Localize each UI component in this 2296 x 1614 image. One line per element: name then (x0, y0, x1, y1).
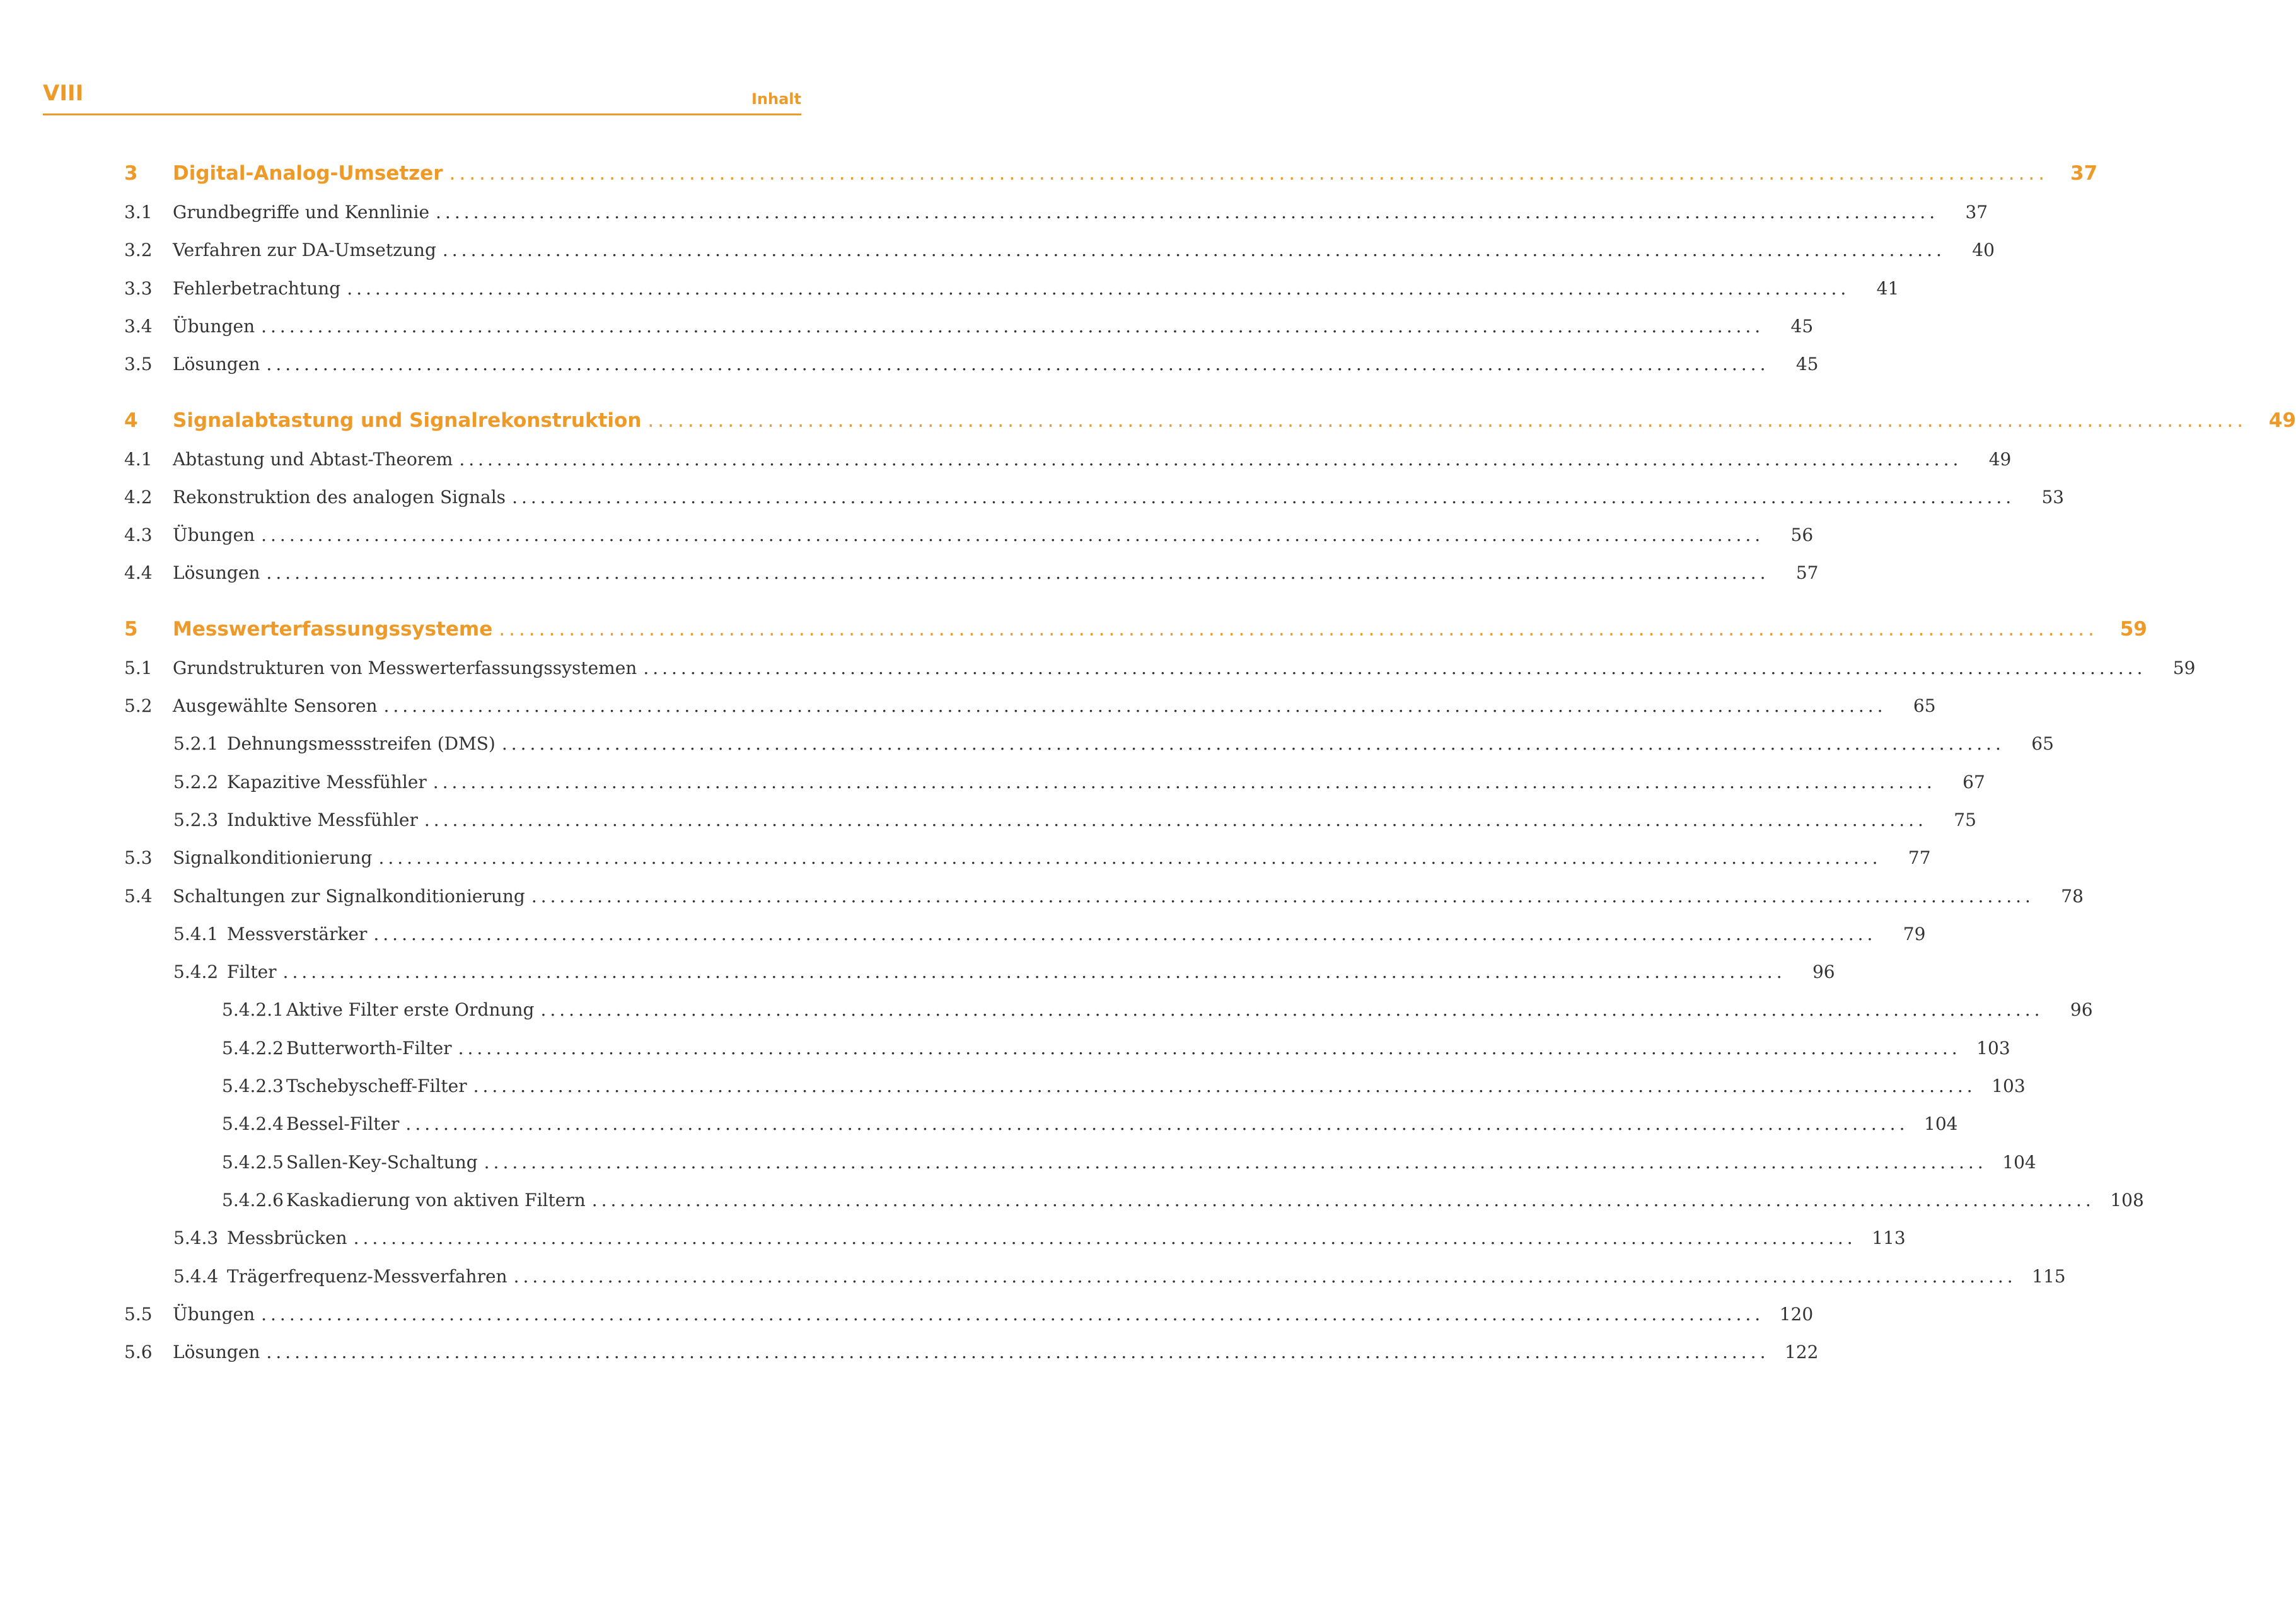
toc-title: Lösungen (173, 1342, 260, 1363)
dot-leader: ................................................................................................................................................................ (266, 1342, 1770, 1363)
toc-entry[interactable] (0, 690, 1936, 722)
dot-leader: ................................................................................................................................................................ (531, 885, 2034, 907)
toc-page-number: 96 (2070, 999, 2093, 1021)
dot-leader: ................................................................................................................................................................ (458, 1037, 1961, 1059)
toc-number: 5.1 (124, 657, 153, 678)
toc-page-number: 75 (1954, 809, 1976, 830)
dot-leader: ................................................................................................................................................................ (591, 1189, 2095, 1210)
toc-title: Induktive Messfühler (227, 809, 418, 830)
toc-number: 5.4.2.3 (222, 1076, 284, 1096)
toc-number: 5.2.3 (173, 809, 219, 830)
toc-page-number: 104 (2002, 1151, 2036, 1173)
toc-title: Signalabtastung und Signalrekonstruktion (173, 409, 642, 432)
dot-leader: ................................................................................................................................................................ (647, 409, 2247, 432)
toc-number: 5.2 (124, 695, 153, 716)
toc-title: Verfahren zur DA-Umsetzung (173, 240, 436, 261)
toc-entry[interactable] (0, 235, 1995, 266)
toc-page-number: 104 (1924, 1113, 1958, 1135)
toc-page-number: 37 (2070, 162, 2098, 185)
toc-entry[interactable] (0, 520, 1814, 551)
toc-number: 3.3 (124, 277, 153, 299)
running-title: Inhalt (751, 90, 801, 108)
toc-number: 5.4.1 (173, 923, 219, 944)
toc-entry[interactable] (0, 1337, 1819, 1368)
toc-title: Ausgewählte Sensoren (173, 695, 378, 716)
dot-leader: ................................................................................................................................................................ (512, 486, 2015, 508)
dot-leader: ................................................................................................................................................................ (436, 202, 1939, 223)
toc-title: Aktive Filter erste Ordnung (286, 999, 535, 1021)
toc-page-number: 103 (1992, 1076, 2026, 1096)
toc-title: Messwerterfassungssysteme (173, 617, 493, 641)
toc-chapter[interactable] (0, 613, 2147, 645)
toc-page-number: 108 (2110, 1189, 2144, 1210)
toc-entry[interactable] (0, 804, 1976, 836)
toc-number: 5.2.1 (173, 733, 219, 755)
dot-leader: ................................................................................................................................................................ (282, 961, 1786, 983)
toc-chapter[interactable] (0, 405, 2296, 436)
toc-entry[interactable] (0, 1071, 2026, 1102)
dot-leader: ................................................................................................................................................................ (347, 277, 1850, 299)
toc-title: Tschebyscheff-Filter (286, 1076, 467, 1096)
toc-number: 4.1 (124, 448, 153, 470)
toc-number: 5.6 (124, 1342, 153, 1363)
toc-page-number: 79 (1903, 923, 1926, 944)
toc-title: Übungen (173, 315, 255, 337)
toc-title: Übungen (173, 525, 255, 546)
dot-leader: ................................................................................................................................................................ (442, 240, 1945, 261)
dot-leader: ................................................................................................................................................................ (261, 315, 1765, 337)
dot-leader: ................................................................................................................................................................ (513, 1265, 2017, 1287)
toc-entry[interactable] (0, 557, 1819, 589)
toc-number: 4.4 (124, 562, 153, 584)
toc-entry[interactable] (0, 349, 1819, 380)
dot-leader: ................................................................................................................................................................ (473, 1076, 1976, 1096)
toc-number: 5 (124, 617, 138, 641)
toc-number: 5.2.2 (173, 771, 219, 792)
toc-number: 4 (124, 409, 138, 432)
toc-page-number: 77 (1908, 847, 1931, 869)
dot-leader: ................................................................................................................................................................ (643, 657, 2147, 678)
toc-entry[interactable] (0, 273, 1899, 305)
toc-title: Butterworth-Filter (286, 1037, 452, 1059)
toc-title: Filter (227, 961, 277, 983)
page-number: VIII (43, 81, 84, 106)
toc-page-number: 49 (2268, 409, 2296, 432)
dot-leader: ................................................................................................................................................................ (353, 1228, 1857, 1249)
toc-title: Rekonstruktion des analogen Signals (173, 486, 506, 508)
dot-leader: ................................................................................................................................................................ (432, 771, 1936, 792)
toc-number: 3 (124, 162, 138, 185)
toc-page-number: 67 (1963, 771, 1985, 792)
toc-entry[interactable] (0, 881, 2084, 912)
dot-leader: ................................................................................................................................................................ (449, 162, 2049, 185)
toc-entry[interactable] (0, 1222, 1906, 1254)
dot-leader: ................................................................................................................................................................ (373, 923, 1877, 944)
toc-number: 5.4.2.2 (222, 1037, 284, 1059)
dot-leader: ................................................................................................................................................................ (383, 695, 1887, 716)
toc-number: 5.4.2.6 (222, 1189, 284, 1210)
toc-title: Lösungen (173, 562, 260, 584)
toc-page-number: 53 (2041, 486, 2065, 508)
toc-title: Abtastung und Abtast-Theorem (173, 448, 453, 470)
toc-title: Fehlerbetrachtung (173, 277, 341, 299)
toc-title: Grundbegriffe und Kennlinie (173, 202, 430, 223)
toc-page-number: 41 (1876, 277, 1899, 299)
toc-entry[interactable] (0, 1147, 2036, 1178)
toc-page-number: 120 (1779, 1303, 1814, 1325)
toc-page-number: 113 (1872, 1228, 1906, 1249)
toc-chapter[interactable] (0, 158, 2098, 189)
toc-entry[interactable] (0, 842, 1931, 874)
toc-entry[interactable] (0, 767, 1985, 798)
toc-page-number: 65 (1913, 695, 1936, 716)
toc-entry[interactable] (0, 482, 2065, 513)
toc-page-number: 56 (1790, 525, 1814, 546)
toc-title: Sallen-Key-Schaltung (286, 1151, 478, 1173)
toc-number: 5.4.2.5 (222, 1151, 284, 1173)
toc-entry[interactable] (0, 1033, 2010, 1064)
dot-leader: ................................................................................................................................................................ (266, 354, 1770, 375)
toc-entry[interactable] (0, 956, 1835, 988)
toc-number: 4.3 (124, 525, 153, 546)
toc-number: 5.4.2 (173, 961, 219, 983)
toc-number: 5.4.3 (173, 1228, 219, 1249)
toc-title: Kapazitive Messfühler (227, 771, 427, 792)
toc-number: 5.3 (124, 847, 153, 869)
toc-entry[interactable] (0, 197, 1988, 228)
toc-page-number: 40 (1972, 240, 1995, 261)
toc-entry[interactable] (0, 311, 1814, 342)
toc-page-number: 122 (1785, 1342, 1819, 1363)
toc-number: 3.1 (124, 202, 153, 223)
toc-title: Bessel-Filter (286, 1113, 400, 1135)
toc-entry[interactable] (0, 1261, 2066, 1292)
toc-title: Signalkonditionierung (173, 847, 373, 869)
toc-entry[interactable] (0, 1108, 1958, 1140)
toc-title: Lösungen (173, 354, 260, 375)
toc-title: Dehnungsmessstreifen (DMS) (227, 733, 496, 755)
dot-leader: ................................................................................................................................................................ (378, 847, 1882, 869)
toc-number: 3.2 (124, 240, 153, 261)
toc-entry[interactable] (0, 653, 2196, 684)
dot-leader: ................................................................................................................................................................ (405, 1113, 1909, 1135)
toc-page-number: 59 (2119, 617, 2147, 641)
toc-page-number: 103 (1976, 1037, 2010, 1059)
dot-leader: ................................................................................................................................................................ (261, 525, 1765, 546)
toc-entry[interactable] (0, 1185, 2144, 1216)
dot-leader: ................................................................................................................................................................ (261, 1303, 1765, 1325)
toc-page-number: 65 (2031, 733, 2054, 755)
toc-number: 5.4.2.4 (222, 1113, 284, 1135)
toc-entry[interactable] (0, 444, 2012, 475)
toc-number: 5.4 (124, 885, 153, 907)
dot-leader: ................................................................................................................................................................ (424, 809, 1927, 830)
toc-number: 4.2 (124, 486, 153, 508)
toc-title: Übungen (173, 1303, 255, 1325)
toc-title: Schaltungen zur Signalkonditionierung (173, 885, 525, 907)
toc-entry[interactable] (0, 1299, 1814, 1330)
dot-leader: ................................................................................................................................................................ (499, 617, 2098, 641)
toc-title: Digital-Analog-Umsetzer (173, 162, 443, 185)
toc-page-number: 59 (2172, 657, 2196, 678)
toc-number: 5.4.2.1 (222, 999, 284, 1021)
toc-page-number: 115 (2032, 1265, 2066, 1287)
toc-page-number: 49 (1988, 448, 2012, 470)
toc-title: Messverstärker (227, 923, 368, 944)
toc-page-number: 96 (1812, 961, 1835, 983)
dot-leader: ................................................................................................................................................................ (501, 733, 2005, 755)
dot-leader: ................................................................................................................................................................ (266, 562, 1770, 584)
toc-page-number: 37 (1965, 202, 1988, 223)
toc-title: Kaskadierung von aktiven Filtern (286, 1189, 586, 1210)
toc-title: Grundstrukturen von Messwerterfassungssystemen (173, 657, 637, 678)
toc-entry[interactable] (0, 728, 2054, 760)
toc-page-number: 45 (1790, 315, 1814, 337)
dot-leader: ................................................................................................................................................................ (484, 1151, 1987, 1173)
toc-page-number: 57 (1795, 562, 1819, 584)
toc-entry[interactable] (0, 994, 2093, 1026)
toc-number: 3.4 (124, 315, 153, 337)
toc-title: Messbrücken (227, 1228, 347, 1249)
toc-title: Trägerfrequenz-Messverfahren (227, 1265, 507, 1287)
toc-number: 3.5 (124, 354, 153, 375)
dot-leader: ................................................................................................................................................................ (459, 448, 1963, 470)
toc-page-number: 78 (2061, 885, 2084, 907)
toc-entry[interactable] (0, 919, 1926, 950)
dot-leader: ................................................................................................................................................................ (540, 999, 2044, 1021)
toc-page-number: 45 (1795, 354, 1819, 375)
toc-number: 5.5 (124, 1303, 153, 1325)
toc-number: 5.4.4 (173, 1265, 219, 1287)
